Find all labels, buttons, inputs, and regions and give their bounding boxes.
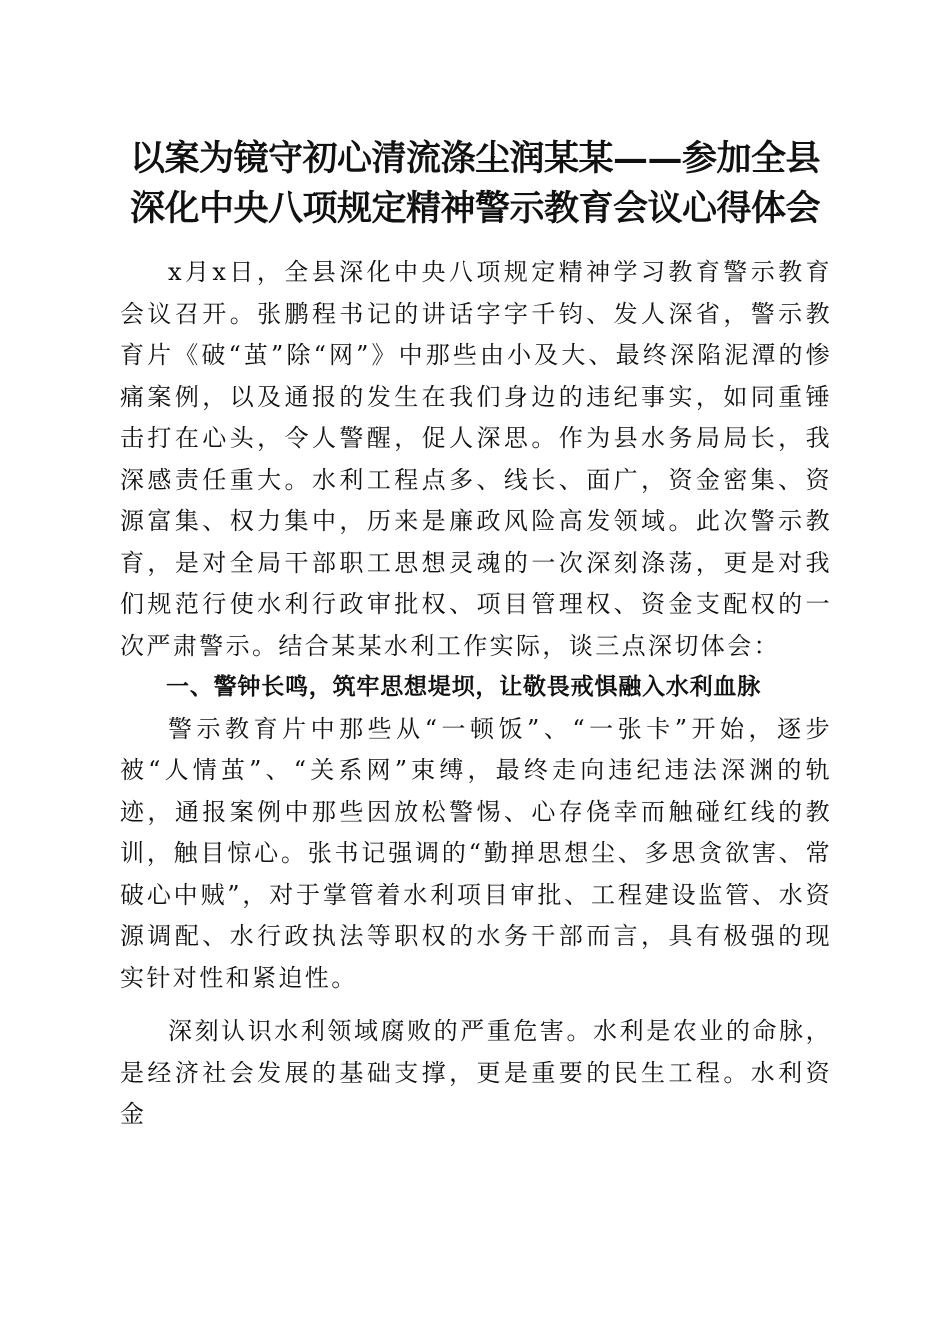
section-heading-1: 一、警钟长鸣，筑牢思想堤坝，让敬畏戒惧融入水利血脉 — [166, 674, 761, 700]
intro-paragraph: x月x日，全县深化中央八项规定精神学习教育警示教育会议召开。张鹏程书记的讲话字字千钧、发人深省，警示教育片《破“茧”除“网”》中那些由小及大、最终深陷泥潭的惨痛案例，以及通报的发生在我们身边的违纪事实，如同重锤击打在心头，令人警醒，促人深思。作为县水务局局长，我深感责任重大。水利工程点多、线长、面广，资金密集、资源富集、权力集中，历来是廉政风险高发领域。此次警示教育，是对全局干部职工思想灵魂的一次深刻涤荡，更是对我们规范行使水利行政审批权、项目管理权、资金支配权的一次严肃警示。结合某某水利工作实际，谈三点深切体会： — [120, 258, 832, 660]
title-line-1: 以案为镜守初心清流涤尘润某某——参加全县 — [129, 138, 820, 179]
section-1-paragraph-1: 警示教育片中那些从“一顿饭”、“一张卡”开始，逐步被“人情茧”、“关系网”束缚，最终走向违纪违法深渊的轨迹，通报案例中那些因放松警惕、心存侥幸而触碰红线的教训，触目惊心。张书记强调的“勤掸思想尘、多思贪欲害、常破心中贼”，对于掌管着水利项目审批、工程建设监管、水资源调配、水行政执法等职权的水务干部而言，具有极强的现实针对性和紧迫性。 — [120, 714, 832, 992]
title-line-2: 深化中央八项规定精神警示教育会议心得体会 — [129, 188, 820, 229]
section-1-paragraph-2: 深刻认识水利领域腐败的严重危害。水利是农业的命脉，是经济社会发展的基础支撑，更是重要的民生工程。水利资金 — [120, 1017, 832, 1128]
document-body — [120, 252, 832, 1136]
document-title — [100, 134, 850, 234]
